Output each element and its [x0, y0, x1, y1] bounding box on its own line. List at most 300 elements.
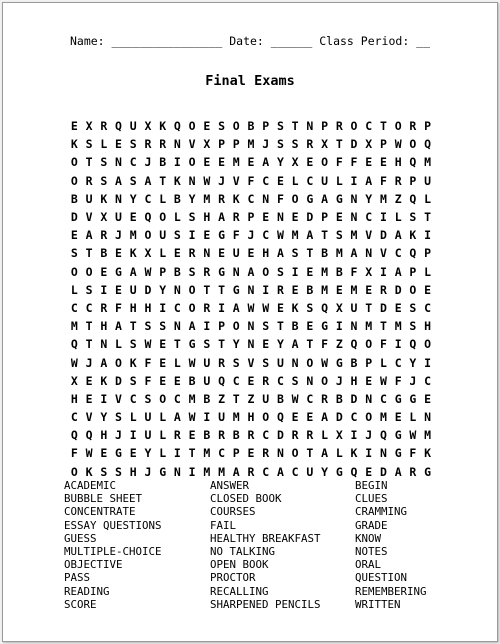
word-item: SCORE: [64, 597, 97, 611]
grid-letter: S: [291, 373, 299, 388]
grid-letter: G: [321, 319, 329, 334]
grid-letter: D: [379, 300, 387, 315]
grid-letter: I: [218, 300, 226, 315]
grid-letter: G: [115, 446, 122, 461]
grid-letter: B: [100, 246, 108, 261]
grid-letter: L: [424, 264, 432, 279]
grid-letter: B: [70, 191, 78, 206]
grid-letter: R: [306, 428, 314, 443]
grid-letter: W: [85, 446, 93, 461]
grid-letter: C: [129, 391, 137, 406]
word-item: READING: [64, 584, 110, 598]
grid-letter: E: [291, 282, 299, 297]
grid-row: [67, 299, 435, 317]
grid-letter: W: [321, 355, 329, 370]
grid-letter: F: [350, 264, 358, 279]
grid-letter: Q: [70, 337, 78, 352]
grid-letter: R: [159, 137, 167, 152]
grid-letter: O: [409, 137, 417, 152]
grid-letter: C: [306, 173, 314, 188]
grid-letter: S: [203, 337, 211, 352]
grid-letter: G: [115, 264, 122, 279]
grid-letter: W: [247, 300, 255, 315]
grid-letter: F: [115, 300, 122, 315]
grid-letter: A: [276, 246, 284, 261]
grid-letter: L: [159, 246, 167, 261]
grid-letter: E: [85, 373, 93, 388]
word-item: PASS: [64, 571, 91, 585]
grid-letter: H: [129, 464, 137, 479]
grid-letter: M: [394, 319, 402, 334]
word-item: CLOSED BOOK: [210, 492, 282, 506]
grid-letter: E: [247, 155, 255, 170]
grid-letter: T: [306, 246, 314, 261]
grid-letter: W: [188, 355, 196, 370]
grid-letter: E: [306, 319, 314, 334]
grid-letter: E: [70, 228, 78, 243]
grid-letter: J: [85, 355, 93, 370]
grid-letter: R: [188, 246, 196, 261]
grid-letter: S: [144, 319, 152, 334]
grid-letter: N: [100, 337, 108, 352]
grid-letter: W: [144, 337, 152, 352]
grid-letter: A: [306, 228, 314, 243]
grid-letter: B: [173, 264, 181, 279]
grid-letter: S: [291, 246, 299, 261]
grid-letter: C: [70, 410, 78, 425]
grid-letter: B: [247, 119, 255, 134]
grid-letter: R: [394, 173, 402, 188]
grid-letter: G: [394, 428, 402, 443]
grid-letter: R: [100, 228, 108, 243]
grid-letter: H: [144, 300, 152, 315]
grid-letter: T: [85, 155, 93, 170]
grid-letter: N: [306, 119, 314, 134]
grid-letter: T: [424, 210, 432, 225]
word-item: KNOW: [355, 531, 382, 545]
grid-letter: J: [144, 464, 152, 479]
grid-letter: E: [291, 410, 299, 425]
grid-letter: Q: [379, 428, 387, 443]
grid-letter: V: [232, 173, 240, 188]
grid-letter: E: [394, 410, 402, 425]
grid-letter: A: [321, 446, 329, 461]
grid-letter: N: [350, 191, 358, 206]
grid-letter: G: [394, 446, 402, 461]
grid-letter: I: [424, 228, 432, 243]
grid-letter: C: [424, 373, 432, 388]
grid-letter: X: [144, 119, 152, 134]
grid-letter: T: [379, 319, 387, 334]
grid-letter: B: [350, 355, 358, 370]
word-item: BUBBLE SHEET: [64, 492, 143, 506]
grid-letter: P: [232, 446, 240, 461]
grid-letter: F: [409, 446, 417, 461]
grid-letter: E: [335, 282, 343, 297]
grid-letter: T: [159, 173, 167, 188]
grid-letter: D: [350, 137, 358, 152]
grid-letter: I: [335, 319, 343, 334]
grid-letter: C: [218, 446, 226, 461]
grid-letter: C: [262, 228, 270, 243]
grid-letter: S: [100, 173, 108, 188]
grid-letter: Q: [144, 210, 152, 225]
grid-letter: D: [379, 228, 387, 243]
grid-letter: U: [424, 173, 432, 188]
grid-letter: C: [291, 464, 299, 479]
word-item: NOTES: [355, 544, 388, 558]
grid-letter: M: [321, 264, 329, 279]
word-item: NO TALKING: [210, 544, 276, 558]
grid-letter: K: [129, 246, 137, 261]
grid-letter: L: [409, 410, 417, 425]
grid-letter: U: [144, 428, 152, 443]
grid-letter: A: [321, 410, 329, 425]
grid-letter: B: [306, 282, 314, 297]
grid-letter: S: [173, 228, 181, 243]
grid-letter: Q: [321, 300, 329, 315]
grid-letter: E: [115, 282, 122, 297]
page-title: Final Exams: [205, 73, 295, 89]
grid-letter: P: [409, 264, 417, 279]
grid-letter: F: [144, 373, 152, 388]
grid-letter: B: [232, 428, 240, 443]
grid-letter: U: [218, 410, 226, 425]
grid-letter: L: [394, 210, 402, 225]
grid-letter: T: [335, 137, 343, 152]
grid-letter: S: [85, 137, 93, 152]
grid-letter: M: [70, 319, 78, 334]
grid-letter: K: [173, 173, 181, 188]
grid-letter: Z: [394, 191, 402, 206]
grid-letter: J: [409, 373, 417, 388]
grid-letter: G: [218, 264, 226, 279]
grid-letter: L: [424, 191, 432, 206]
grid-row: [67, 353, 435, 371]
grid-letter: B: [335, 264, 343, 279]
grid-letter: Y: [276, 155, 284, 170]
grid-letter: N: [365, 246, 373, 261]
grid-letter: F: [335, 155, 343, 170]
grid-letter: N: [306, 373, 314, 388]
grid-letter: S: [335, 228, 343, 243]
grid-letter: M: [350, 228, 358, 243]
grid-letter: S: [276, 264, 284, 279]
grid-letter: O: [365, 410, 373, 425]
grid-letter: R: [409, 464, 417, 479]
grid-letter: R: [218, 191, 226, 206]
grid-letter: S: [291, 137, 299, 152]
grid-letter: Q: [276, 410, 284, 425]
grid-letter: E: [424, 282, 432, 297]
grid-letter: Q: [409, 246, 417, 261]
grid-letter: M: [321, 282, 329, 297]
grid-letter: S: [70, 246, 78, 261]
grid-letter: N: [350, 210, 358, 225]
grid-letter: C: [306, 391, 314, 406]
grid-letter: C: [394, 246, 402, 261]
grid-letter: C: [379, 391, 387, 406]
grid-letter: E: [365, 282, 373, 297]
grid-letter: Y: [144, 446, 152, 461]
grid-letter: W: [394, 137, 402, 152]
word-item: OBJECTIVE: [64, 558, 123, 572]
grid-letter: S: [409, 319, 417, 334]
grid-letter: A: [365, 173, 373, 188]
grid-letter: M: [379, 191, 387, 206]
grid-letter: S: [100, 464, 108, 479]
grid-letter: F: [379, 173, 387, 188]
grid-letter: E: [203, 155, 211, 170]
grid-letter: S: [129, 173, 137, 188]
grid-row: [67, 226, 435, 244]
grid-letter: O: [70, 155, 78, 170]
grid-letter: C: [144, 191, 152, 206]
grid-letter: J: [218, 173, 226, 188]
grid-letter: E: [394, 300, 402, 315]
grid-letter: V: [85, 210, 93, 225]
grid-letter: K: [424, 446, 432, 461]
grid-letter: B: [335, 391, 343, 406]
grid-letter: Q: [424, 137, 432, 152]
grid-letter: T: [306, 446, 314, 461]
grid-letter: R: [409, 119, 417, 134]
grid-letter: N: [173, 319, 181, 334]
grid-letter: S: [306, 300, 314, 315]
grid-letter: M: [232, 155, 240, 170]
grid-letter: E: [365, 464, 373, 479]
grid-letter: H: [350, 373, 358, 388]
grid-letter: E: [306, 264, 314, 279]
grid-letter: I: [350, 428, 358, 443]
word-item: OPEN BOOK: [210, 558, 269, 572]
grid-letter: R: [306, 137, 314, 152]
grid-letter: U: [321, 173, 329, 188]
grid-letter: L: [321, 428, 329, 443]
grid-letter: E: [159, 373, 167, 388]
grid-letter: J: [365, 428, 373, 443]
grid-letter: I: [129, 428, 137, 443]
grid-letter: Y: [276, 337, 284, 352]
grid-letter: X: [365, 264, 373, 279]
grid-letter: O: [232, 119, 240, 134]
grid-letter: L: [379, 355, 387, 370]
grid-letter: A: [262, 155, 270, 170]
grid-letter: A: [100, 355, 108, 370]
grid-letter: N: [247, 319, 255, 334]
grid-letter: X: [203, 137, 211, 152]
grid-letter: Q: [218, 373, 226, 388]
grid-letter: B: [321, 246, 329, 261]
grid-letter: E: [262, 337, 270, 352]
grid-letter: N: [350, 319, 358, 334]
grid-letter: F: [232, 228, 240, 243]
grid-letter: A: [173, 410, 181, 425]
grid-letter: O: [262, 410, 270, 425]
grid-letter: S: [129, 137, 137, 152]
grid-letter: L: [335, 446, 343, 461]
word-item: RECALLING: [210, 584, 269, 598]
grid-letter: M: [218, 464, 226, 479]
grid-letter: V: [247, 355, 255, 370]
grid-letter: E: [291, 210, 299, 225]
grid-letter: T: [129, 319, 137, 334]
grid-letter: K: [350, 446, 358, 461]
grid-letter: P: [409, 173, 417, 188]
grid-letter: F: [247, 173, 255, 188]
grid-letter: N: [115, 155, 122, 170]
grid-letter: C: [70, 300, 78, 315]
grid-letter: W: [144, 264, 152, 279]
grid-letter: T: [85, 246, 93, 261]
word-item: ORAL: [355, 558, 382, 572]
grid-letter: I: [394, 337, 402, 352]
grid-letter: X: [335, 300, 343, 315]
grid-letter: F: [70, 446, 78, 461]
grid-letter: B: [159, 155, 167, 170]
grid-letter: I: [291, 264, 299, 279]
grid-letter: T: [232, 391, 240, 406]
grid-letter: X: [85, 119, 93, 134]
grid-letter: R: [173, 428, 181, 443]
grid-letter: E: [218, 155, 226, 170]
grid-letter: E: [247, 446, 255, 461]
grid-row: [67, 244, 435, 262]
grid-letter: Y: [232, 337, 240, 352]
grid-letter: W: [203, 173, 211, 188]
grid-letter: M: [291, 228, 299, 243]
word-item: CONCENTRATE: [64, 505, 136, 519]
grid-letter: O: [306, 355, 314, 370]
grid-letter: M: [129, 228, 137, 243]
grid-letter: A: [115, 319, 122, 334]
grid-letter: T: [365, 300, 373, 315]
grid-letter: N: [247, 337, 255, 352]
grid-letter: L: [159, 428, 167, 443]
grid-letter: B: [173, 191, 181, 206]
grid-letter: P: [247, 210, 255, 225]
grid-letter: H: [203, 210, 211, 225]
grid-letter: O: [291, 446, 299, 461]
grid-letter: F: [394, 373, 402, 388]
word-item: GUESS: [64, 531, 97, 545]
grid-letter: O: [159, 210, 167, 225]
grid-letter: G: [306, 191, 314, 206]
grid-letter: H: [262, 246, 270, 261]
grid-letter: E: [188, 428, 196, 443]
grid-letter: A: [129, 264, 137, 279]
grid-letter: H: [424, 319, 432, 334]
grid-letter: E: [159, 355, 167, 370]
grid-letter: Q: [85, 428, 93, 443]
grid-letter: X: [321, 137, 329, 152]
grid-letter: S: [159, 319, 167, 334]
grid-letter: R: [232, 210, 240, 225]
grid-letter: T: [291, 119, 299, 134]
grid-letter: N: [291, 355, 299, 370]
grid-letter: M: [188, 391, 196, 406]
grid-letter: I: [379, 264, 387, 279]
grid-letter: A: [218, 210, 226, 225]
grid-letter: W: [379, 373, 387, 388]
grid-letter: L: [335, 173, 343, 188]
grid-letter: S: [129, 373, 137, 388]
grid-letter: E: [100, 446, 108, 461]
grid-letter: J: [335, 373, 343, 388]
grid-letter: G: [409, 391, 417, 406]
grid-letter: F: [276, 191, 284, 206]
grid-letter: B: [203, 428, 211, 443]
grid-letter: A: [276, 464, 284, 479]
grid-letter: C: [262, 173, 270, 188]
grid-letter: P: [321, 119, 329, 134]
grid-letter: W: [409, 428, 417, 443]
grid-letter: M: [379, 410, 387, 425]
grid-letter: G: [232, 282, 240, 297]
grid-letter: E: [247, 373, 255, 388]
grid-letter: X: [291, 155, 299, 170]
grid-letter: I: [159, 300, 167, 315]
grid-letter: M: [350, 282, 358, 297]
grid-letter: K: [291, 300, 299, 315]
grid-letter: U: [85, 191, 93, 206]
grid-letter: Y: [188, 191, 196, 206]
grid-letter: A: [394, 228, 402, 243]
grid-letter: X: [70, 373, 78, 388]
grid-letter: A: [232, 464, 240, 479]
word-item: GRADE: [355, 518, 388, 532]
grid-letter: M: [203, 191, 211, 206]
grid-letter: S: [129, 337, 137, 352]
grid-letter: L: [100, 137, 108, 152]
grid-row: [67, 172, 435, 190]
grid-letter: I: [379, 210, 387, 225]
grid-letter: R: [291, 428, 299, 443]
grid-letter: G: [424, 464, 432, 479]
grid-letter: I: [203, 410, 211, 425]
grid-letter: K: [70, 137, 78, 152]
grid-letter: H: [100, 428, 108, 443]
word-column: [210, 479, 355, 611]
grid-letter: S: [115, 410, 122, 425]
word-item: ACADEMIC: [64, 479, 117, 492]
grid-letter: U: [262, 391, 270, 406]
grid-letter: M: [335, 246, 343, 261]
grid-letter: L: [159, 410, 167, 425]
grid-letter: W: [291, 391, 299, 406]
grid-letter: N: [173, 137, 181, 152]
word-column: [64, 479, 210, 611]
grid-letter: N: [247, 282, 255, 297]
grid-letter: C: [365, 210, 373, 225]
grid-letter: N: [365, 391, 373, 406]
grid-letter: I: [100, 391, 108, 406]
grid-letter: R: [379, 282, 387, 297]
grid-row: [67, 263, 435, 281]
grid-letter: E: [379, 155, 387, 170]
grid-letter: O: [409, 282, 417, 297]
grid-letter: U: [276, 355, 284, 370]
grid-letter: U: [306, 464, 314, 479]
word-item: BEGIN: [355, 479, 388, 492]
grid-letter: E: [173, 246, 181, 261]
grid-letter: C: [232, 373, 240, 388]
grid-letter: I: [188, 228, 196, 243]
grid-letter: W: [188, 410, 196, 425]
grid-letter: S: [262, 319, 270, 334]
grid-row: [67, 135, 435, 153]
grid-letter: A: [350, 246, 358, 261]
